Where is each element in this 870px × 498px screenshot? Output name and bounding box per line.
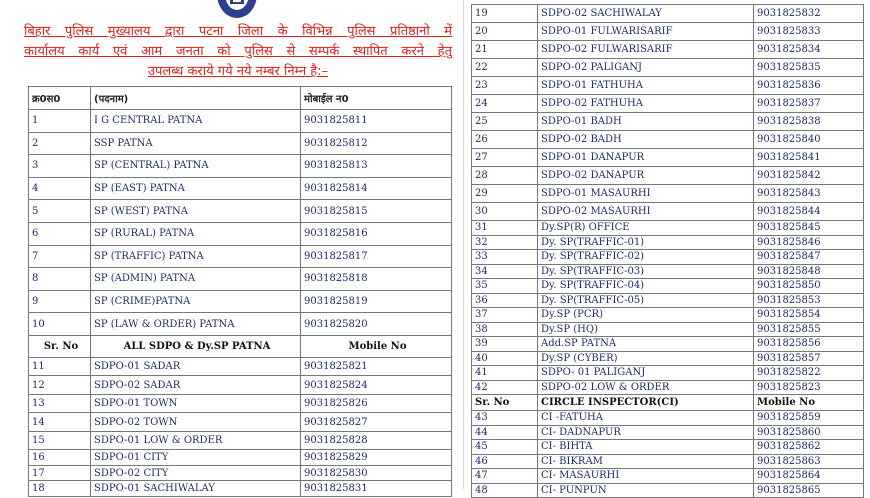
table-row bbox=[472, 5, 864, 23]
table-row bbox=[472, 167, 864, 185]
mobile-cell: 9031825835 bbox=[754, 59, 864, 77]
table-row bbox=[472, 264, 864, 279]
mobile-cell: 9031825828 bbox=[301, 431, 452, 450]
table-row bbox=[472, 149, 864, 167]
designation-cell: Dy.SP (HQ) bbox=[538, 322, 754, 337]
designation-cell: Dy. SP(TRAFFIC-02) bbox=[538, 250, 754, 265]
serial-cell: 26 bbox=[472, 131, 538, 149]
designation-cell: CIRCLE INSPECTOR(CI) bbox=[538, 395, 754, 411]
serial-cell: 21 bbox=[472, 41, 538, 59]
mobile-cell: Mobile No bbox=[301, 335, 452, 357]
mobile-cell: 9031825840 bbox=[754, 131, 864, 149]
serial-cell: 6 bbox=[29, 222, 91, 245]
mobile-cell: 9031825812 bbox=[301, 132, 452, 155]
designation-cell: Dy. SP(TRAFFIC-01) bbox=[538, 235, 754, 250]
table-row bbox=[472, 366, 864, 381]
table-row bbox=[472, 337, 864, 352]
mobile-cell: 9031825859 bbox=[754, 411, 864, 426]
designation-cell: SDPO-02 DANAPUR bbox=[538, 167, 754, 185]
serial-cell: 7 bbox=[29, 245, 91, 268]
table-row bbox=[29, 155, 452, 178]
serial-cell: 27 bbox=[472, 149, 538, 167]
designation-cell: SDPO-02 BADH bbox=[538, 131, 754, 149]
mobile-cell: 9031825841 bbox=[754, 149, 864, 167]
designation-cell: SDPO-02 CITY bbox=[91, 465, 301, 481]
designation-cell: SP (EAST) PATNA bbox=[91, 177, 301, 200]
table-row bbox=[29, 465, 452, 481]
serial-cell: 12 bbox=[29, 376, 91, 395]
mobile-cell: 9031825817 bbox=[301, 245, 452, 268]
serial-cell: 9 bbox=[29, 290, 91, 313]
mobile-cell: 9031825829 bbox=[301, 450, 452, 466]
designation-cell: CI- MASAURHI bbox=[538, 469, 754, 484]
mobile-cell: 9031825832 bbox=[754, 5, 864, 23]
table-row bbox=[472, 454, 864, 469]
serial-cell: 48 bbox=[472, 483, 538, 498]
mobile-cell: 9031825863 bbox=[754, 454, 864, 469]
table-row bbox=[472, 469, 864, 484]
table-row bbox=[29, 376, 452, 395]
table-row bbox=[29, 132, 452, 155]
table-row bbox=[472, 380, 864, 395]
table-row bbox=[472, 425, 864, 440]
serial-cell: 4 bbox=[29, 177, 91, 200]
designation-cell: SDPO-02 TOWN bbox=[91, 413, 301, 432]
mobile-cell: 9031825843 bbox=[754, 185, 864, 203]
table-row bbox=[472, 250, 864, 265]
table-row bbox=[29, 450, 452, 466]
serial-cell: 45 bbox=[472, 440, 538, 455]
designation-cell: SDPO-02 FATHUHA bbox=[538, 95, 754, 113]
serial-cell: 19 bbox=[472, 5, 538, 23]
table-row bbox=[472, 235, 864, 250]
designation-cell: SDPO-02 LOW & ORDER bbox=[538, 380, 754, 395]
mobile-cell: 9031825855 bbox=[754, 322, 864, 337]
serial-cell: 28 bbox=[472, 167, 538, 185]
left-phone-table bbox=[28, 86, 452, 497]
designation-cell: SP (CENTRAL) PATNA bbox=[91, 155, 301, 178]
serial-cell: 8 bbox=[29, 268, 91, 291]
serial-cell: 31 bbox=[472, 221, 538, 236]
serial-cell: 41 bbox=[472, 366, 538, 381]
mobile-cell: 9031825854 bbox=[754, 308, 864, 323]
designation-cell: SDPO- 01 PALIGANJ bbox=[538, 366, 754, 381]
table-row bbox=[29, 431, 452, 450]
mobile-cell: 9031825834 bbox=[754, 41, 864, 59]
table-row bbox=[29, 268, 452, 291]
mobile-cell: 9031825856 bbox=[754, 337, 864, 352]
designation-cell: SP (TRAFFIC) PATNA bbox=[91, 245, 301, 268]
notice-heading bbox=[24, 22, 452, 82]
designation-cell: CI -FATUHA bbox=[538, 411, 754, 426]
serial-cell: 11 bbox=[29, 357, 91, 376]
table-row bbox=[472, 221, 864, 236]
designation-cell: SDPO-01 FULWARISARIF bbox=[538, 23, 754, 41]
serial-cell: 10 bbox=[29, 313, 91, 336]
table-row bbox=[29, 222, 452, 245]
mobile-cell: 9031825831 bbox=[301, 481, 452, 497]
serial-cell: 20 bbox=[472, 23, 538, 41]
serial-cell: 32 bbox=[472, 235, 538, 250]
table-row bbox=[472, 351, 864, 366]
mobile-cell: 9031825838 bbox=[754, 113, 864, 131]
designation-cell: CI- PUNPUN bbox=[538, 483, 754, 498]
serial-cell: 18 bbox=[29, 481, 91, 497]
serial-cell: 22 bbox=[472, 59, 538, 77]
mobile-cell: Mobile No bbox=[754, 395, 864, 411]
table-row bbox=[29, 200, 452, 223]
mobile-cell: 9031825823 bbox=[754, 380, 864, 395]
table-header-row bbox=[472, 395, 864, 411]
mobile-cell: 9031825857 bbox=[754, 351, 864, 366]
heading-line-2: कार्यालय कार्य एवं आम जनता को पुलिस से सम्पर्क स्थापित करने हेतु bbox=[24, 44, 452, 59]
mobile-cell: 9031825822 bbox=[754, 366, 864, 381]
table-row bbox=[472, 131, 864, 149]
mobile-cell: 9031825827 bbox=[301, 413, 452, 432]
mobile-cell: 9031825813 bbox=[301, 155, 452, 178]
table-row bbox=[29, 177, 452, 200]
designation-cell: Dy. SP(TRAFFIC-04) bbox=[538, 279, 754, 294]
table-row bbox=[29, 110, 452, 133]
designation-cell: SDPO-02 MASAURHI bbox=[538, 203, 754, 221]
serial-cell: 37 bbox=[472, 308, 538, 323]
designation-cell: SP (WEST) PATNA bbox=[91, 200, 301, 223]
mobile-cell: 9031825864 bbox=[754, 469, 864, 484]
mobile-cell: 9031825821 bbox=[301, 357, 452, 376]
designation-cell: I G CENTRAL PATNA bbox=[91, 110, 301, 133]
mobile-cell: 9031825820 bbox=[301, 313, 452, 336]
designation-cell: CI- BIKRAM bbox=[538, 454, 754, 469]
table-header-row bbox=[29, 87, 452, 110]
designation-cell: SDPO-01 LOW & ORDER bbox=[91, 431, 301, 450]
table-row bbox=[472, 411, 864, 426]
mobile-cell: 9031825862 bbox=[754, 440, 864, 455]
serial-cell: 35 bbox=[472, 279, 538, 294]
designation-cell: Dy.SP (CYBER) bbox=[538, 351, 754, 366]
serial-cell: 23 bbox=[472, 77, 538, 95]
designation-cell: SDPO-01 SADAR bbox=[91, 357, 301, 376]
designation-cell: SDPO-01 TOWN bbox=[91, 394, 301, 413]
serial-cell: 29 bbox=[472, 185, 538, 203]
mobile-cell: 9031825837 bbox=[754, 95, 864, 113]
serial-cell: Sr. No bbox=[29, 335, 91, 357]
table-row bbox=[29, 245, 452, 268]
designation-cell: ALL SDPO & Dy.SP PATNA bbox=[91, 335, 301, 357]
right-phone-table bbox=[471, 4, 864, 498]
designation-cell: SDPO-02 FULWARISARIF bbox=[538, 41, 754, 59]
mobile-cell: 9031825845 bbox=[754, 221, 864, 236]
mobile-cell: 9031825850 bbox=[754, 279, 864, 294]
serial-cell: 17 bbox=[29, 465, 91, 481]
serial-cell: 1 bbox=[29, 110, 91, 133]
serial-cell: 47 bbox=[472, 469, 538, 484]
table-row bbox=[472, 322, 864, 337]
designation-cell: CI- DADNAPUR bbox=[538, 425, 754, 440]
serial-cell: 38 bbox=[472, 322, 538, 337]
designation-cell: Dy. SP(TRAFFIC-05) bbox=[538, 293, 754, 308]
serial-cell: 33 bbox=[472, 250, 538, 265]
designation-cell: SDPO-02 SADAR bbox=[91, 376, 301, 395]
table-row bbox=[472, 95, 864, 113]
serial-cell: 13 bbox=[29, 394, 91, 413]
serial-cell: Sr. No bbox=[472, 395, 538, 411]
mobile-cell: 9031825824 bbox=[301, 376, 452, 395]
table-row bbox=[472, 77, 864, 95]
serial-cell: 14 bbox=[29, 413, 91, 432]
designation-cell: SP (ADMIN) PATNA bbox=[91, 268, 301, 291]
mobile-cell: 9031825865 bbox=[754, 483, 864, 498]
designation-cell: SDPO-02 PALIGANJ bbox=[538, 59, 754, 77]
serial-cell: क्र0स0 bbox=[29, 87, 91, 110]
table-row bbox=[29, 290, 452, 313]
designation-cell: SP (LAW & ORDER) PATNA bbox=[91, 313, 301, 336]
mobile-cell: 9031825848 bbox=[754, 264, 864, 279]
designation-cell: SDPO-01 BADH bbox=[538, 113, 754, 131]
serial-cell: 36 bbox=[472, 293, 538, 308]
table-row bbox=[472, 185, 864, 203]
table-row bbox=[472, 279, 864, 294]
serial-cell: 25 bbox=[472, 113, 538, 131]
mobile-cell: 9031825811 bbox=[301, 110, 452, 133]
mobile-cell: 9031825830 bbox=[301, 465, 452, 481]
serial-cell: 16 bbox=[29, 450, 91, 466]
serial-cell: 39 bbox=[472, 337, 538, 352]
mobile-cell: 9031825846 bbox=[754, 235, 864, 250]
designation-cell: SP (CRIME)PATNA bbox=[91, 290, 301, 313]
designation-cell: SSP PATNA bbox=[91, 132, 301, 155]
table-row bbox=[472, 203, 864, 221]
table-row bbox=[472, 113, 864, 131]
table-row bbox=[472, 59, 864, 77]
designation-cell: SP (RURAL) PATNA bbox=[91, 222, 301, 245]
police-emblem-icon bbox=[215, 0, 259, 20]
serial-cell: 43 bbox=[472, 411, 538, 426]
designation-cell: SDPO-01 DANAPUR bbox=[538, 149, 754, 167]
mobile-cell: 9031825814 bbox=[301, 177, 452, 200]
table-row bbox=[472, 41, 864, 59]
mobile-cell: 9031825816 bbox=[301, 222, 452, 245]
mobile-cell: 9031825819 bbox=[301, 290, 452, 313]
table-header-row bbox=[29, 335, 452, 357]
serial-cell: 15 bbox=[29, 431, 91, 450]
serial-cell: 24 bbox=[472, 95, 538, 113]
heading-line-1: बिहार पुलिस मुख्यालय द्वारा पटना जिला के विभिन्न पुलिस प्रतिष्ठानो में bbox=[24, 24, 452, 39]
table-row bbox=[29, 313, 452, 336]
serial-cell: 46 bbox=[472, 454, 538, 469]
mobile-cell: 9031825836 bbox=[754, 77, 864, 95]
table-row bbox=[472, 308, 864, 323]
serial-cell: 5 bbox=[29, 200, 91, 223]
designation-cell: Add.SP PATNA bbox=[538, 337, 754, 352]
serial-cell: 40 bbox=[472, 351, 538, 366]
mobile-cell: 9031825860 bbox=[754, 425, 864, 440]
designation-cell: SDPO-01 CITY bbox=[91, 450, 301, 466]
mobile-cell: 9031825853 bbox=[754, 293, 864, 308]
serial-cell: 3 bbox=[29, 155, 91, 178]
designation-cell: Dy. SP(TRAFFIC-03) bbox=[538, 264, 754, 279]
heading-line-3: उपलब्ध कराये गये नये नम्बर निम्न है:– bbox=[147, 64, 329, 79]
mobile-cell: 9031825847 bbox=[754, 250, 864, 265]
designation-cell: SDPO-01 MASAURHI bbox=[538, 185, 754, 203]
table-row bbox=[472, 23, 864, 41]
designation-cell: Dy.SP (PCR) bbox=[538, 308, 754, 323]
serial-cell: 2 bbox=[29, 132, 91, 155]
designation-cell: SDPO-02 SACHIWALAY bbox=[538, 5, 754, 23]
mobile-cell: 9031825826 bbox=[301, 394, 452, 413]
serial-cell: 44 bbox=[472, 425, 538, 440]
table-row bbox=[472, 293, 864, 308]
designation-cell: CI- BIHTA bbox=[538, 440, 754, 455]
table-row bbox=[29, 413, 452, 432]
mobile-cell: मोबाईल न0 bbox=[301, 87, 452, 110]
mobile-cell: 9031825815 bbox=[301, 200, 452, 223]
designation-cell: SDPO-01 SACHIWALAY bbox=[91, 481, 301, 497]
table-row bbox=[472, 483, 864, 498]
designation-cell: Dy.SP(R) OFFICE bbox=[538, 221, 754, 236]
table-row bbox=[472, 440, 864, 455]
table-row bbox=[29, 357, 452, 376]
serial-cell: 42 bbox=[472, 380, 538, 395]
mobile-cell: 9031825818 bbox=[301, 268, 452, 291]
mobile-cell: 9031825844 bbox=[754, 203, 864, 221]
serial-cell: 30 bbox=[472, 203, 538, 221]
designation-cell: SDPO-01 FATHUHA bbox=[538, 77, 754, 95]
serial-cell: 34 bbox=[472, 264, 538, 279]
mobile-cell: 9031825833 bbox=[754, 23, 864, 41]
mobile-cell: 9031825842 bbox=[754, 167, 864, 185]
table-row bbox=[29, 394, 452, 413]
designation-cell: (पदनाम) bbox=[91, 87, 301, 110]
